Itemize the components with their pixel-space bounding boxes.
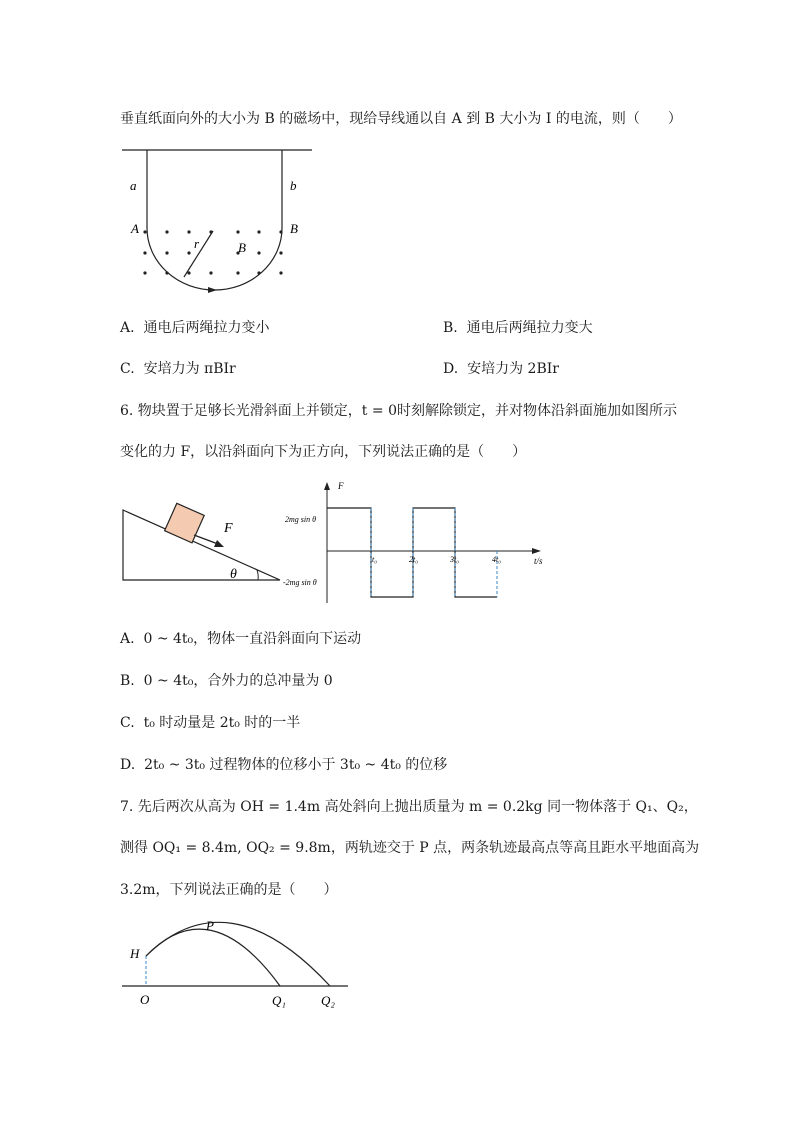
q6-force-time-graph <box>280 478 550 608</box>
option-letter: A. <box>120 320 135 336</box>
option-text: 2t₀ ~ 3t₀ 过程物体的位移小于 3t₀ ~ 4t₀ 的位移 <box>144 757 448 773</box>
q5-option-b[interactable] <box>443 317 593 337</box>
x-tick-t0: t₀ <box>372 555 378 564</box>
q6-option-d[interactable] <box>120 754 447 774</box>
label-O: O <box>140 992 150 1007</box>
q6-option-a[interactable] <box>120 628 361 648</box>
label-b: b <box>290 178 297 193</box>
q6-incline-figure <box>118 498 288 588</box>
label-radius: r <box>194 236 200 251</box>
q6-stem-line-2: 变化的力 F，以沿斜面向下为正方向，下列说法正确的是（ ） <box>120 444 527 460</box>
x-tick-4t0: 4t₀ <box>492 555 502 564</box>
option-text: 安培力为 2BIr <box>467 361 559 377</box>
q5-option-c[interactable] <box>120 358 236 378</box>
x-axis-arrow-icon <box>532 548 541 554</box>
option-letter: C. <box>120 361 135 377</box>
q5-magnetic-field-figure <box>118 140 318 300</box>
option-text: 0 ~ 4t₀，物体一直沿斜面向下运动 <box>143 631 362 647</box>
option-letter: A. <box>120 631 135 647</box>
label-Q1: Q₁ <box>272 993 286 1008</box>
force-label: F <box>224 521 233 536</box>
q5-stem: 垂直纸面向外的大小为 B 的磁场中，现给导线通以自 A 到 B 大小为 I 的电流，则（ ） <box>120 111 682 127</box>
q6-stem-line-1: 6. 物块置于足够长光滑斜面上并锁定，t = 0时刻解除锁定，并对物体沿斜面施加如图所示 <box>120 403 677 419</box>
current-arrow-icon <box>208 287 217 293</box>
trajectory-2 <box>146 922 330 986</box>
angle-label: θ <box>230 567 237 582</box>
label-field-B: B <box>238 240 246 255</box>
x-axis-label: t/s <box>534 556 543 566</box>
option-letter: B. <box>443 320 458 336</box>
q7-stem-line-2: 测得 OQ₁ = 8.4m, OQ₂ = 9.8m，两轨迹交于 P 点，两条轨迹最高点等高且距水平地面高为 <box>120 840 700 856</box>
option-text: t₀ 时动量是 2t₀ 时的一半 <box>143 715 301 731</box>
x-tick-3t0: 3t₀ <box>450 555 460 564</box>
force-square-wave <box>327 508 497 597</box>
y-negative-label: -2mg sin θ <box>283 578 317 587</box>
option-text: 通电后两绳拉力变大 <box>466 320 593 336</box>
option-letter: D. <box>120 757 136 773</box>
y-positive-label: 2mg sin θ <box>285 515 317 524</box>
q7-stem-line-3: 3.2m，下列说法正确的是（ ） <box>120 882 338 898</box>
semicircle-wire <box>147 228 282 290</box>
trajectory-1 <box>146 929 280 986</box>
force-arrow-icon <box>214 540 224 547</box>
label-H: H <box>130 946 140 961</box>
q6-option-c[interactable] <box>120 712 300 732</box>
dashed-guides <box>371 508 497 597</box>
label-Q2: Q₂ <box>321 993 335 1008</box>
q6-option-b[interactable] <box>120 670 333 690</box>
option-text: 0 ~ 4t₀，合外力的总冲量为 0 <box>143 673 333 689</box>
option-letter: C. <box>120 715 135 731</box>
label-a: a <box>130 178 137 193</box>
magnetic-field-dots <box>143 230 282 274</box>
angle-arc <box>257 570 258 580</box>
label-point-A: A <box>131 221 139 236</box>
option-letter: D. <box>443 361 459 377</box>
option-text: 通电后两绳拉力变小 <box>143 320 270 336</box>
y-axis-arrow-icon <box>324 482 330 490</box>
q5-option-d[interactable] <box>443 358 559 378</box>
option-text: 安培力为 πBIr <box>143 361 236 377</box>
label-P: P <box>206 918 214 933</box>
q7-stem-line-1: 7. 先后两次从高为 OH = 1.4m 高处斜向上抛出质量为 m = 0.2kg 同一物体落于 Q₁、Q₂， <box>120 799 698 815</box>
x-tick-2t0: 2t₀ <box>409 555 419 564</box>
q5-option-a[interactable] <box>120 317 269 337</box>
label-point-B: B <box>290 221 298 236</box>
y-axis-label: F <box>338 481 344 491</box>
q7-trajectory-figure <box>118 910 358 1010</box>
option-letter: B. <box>120 673 135 689</box>
